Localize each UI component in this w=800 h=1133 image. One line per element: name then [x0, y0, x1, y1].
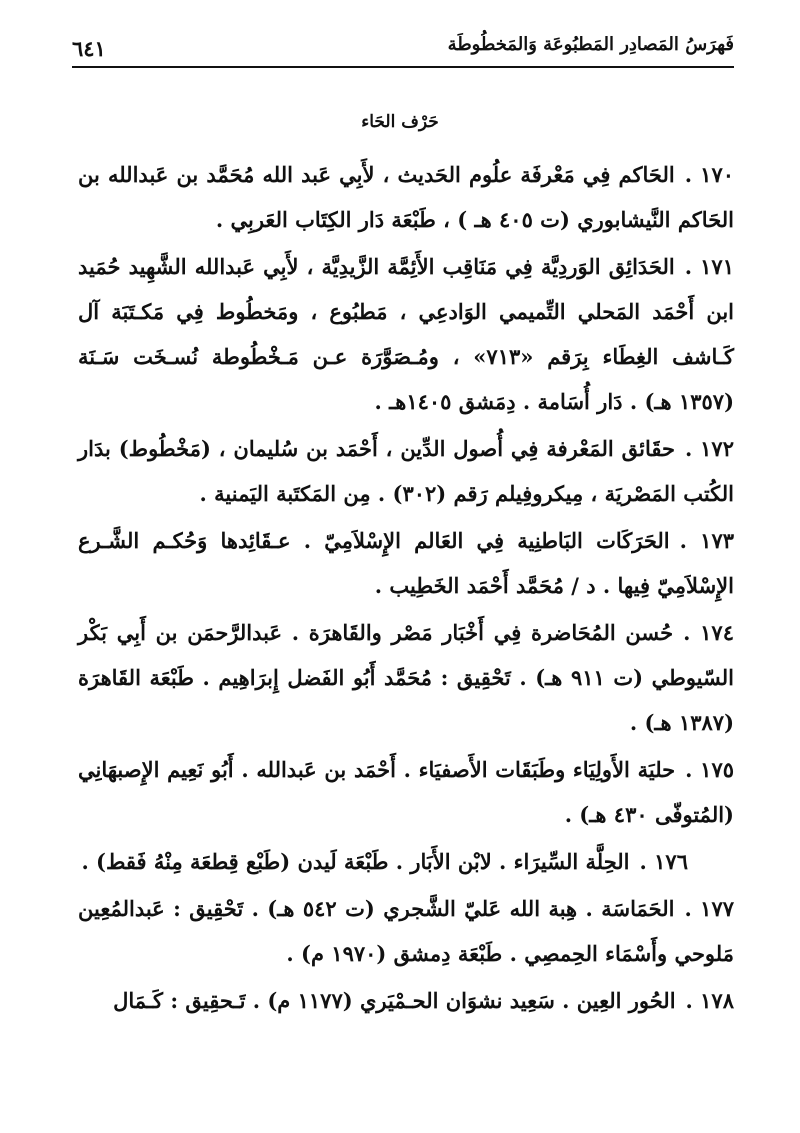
bibliography-entry [78, 839, 734, 884]
page-header [72, 30, 734, 70]
entry-number: ١٧٢ . [684, 436, 734, 461]
bibliography-entry [78, 518, 734, 608]
entry-text: حُسن المُحَاضرة فِي أَخْبَار مَصْر والقَاهرَة . عَبدالرَّحمَن بن أَبِي بَكْر السّيوطي (ت ٩١١ هـ) . تَحْقِيق : مُحَمَّد أَبُو الفَضل إِبرَاهِيم . طَبْعَة القَاهرَة (١٣٨٧ هـ) . [78, 620, 734, 735]
bibliography-entry [78, 426, 734, 516]
entry-number: ١٧٨ . [685, 988, 734, 1013]
header-rule [72, 66, 734, 68]
bibliography-entry [78, 978, 734, 1023]
entry-number: ١٧٣ . [679, 528, 735, 553]
entry-number: ١٧٠ . [684, 162, 735, 187]
entry-number: ١٧٧ . [684, 896, 735, 921]
entry-text: حليَة الأَولِيَاء وطَبَقَات الأَصفيَاء . أَحْمَد بن عَبدالله . أَبُو نَعِيم الإِصبهَانِي (المُتوفّى ٤٣٠ هـ) . [78, 757, 734, 827]
entry-number: ١٧٤ . [683, 620, 734, 645]
bibliography-entries [78, 152, 734, 1025]
entry-text: الحَرَكَات البَاطنِية فِي العَالم الإِسْلاَمِيّ . عـقَائِدها وَحُكـم الشَّـرع الإِسْلاَمِيّ فِيها . د / مُحَمَّد أَحْمَد الخَطِيب . [78, 528, 734, 598]
bibliography-entry [78, 747, 734, 837]
entry-number: ١٧٦ . [639, 849, 688, 874]
bibliography-entry [78, 152, 734, 242]
entry-text: الحُور العِين . سَعِيد نشوَان الحـمْيَري (١١٧٧ م) . تَـحقِيق : كَـمَال [113, 988, 676, 1013]
entry-number: ١٧٥ . [685, 757, 735, 782]
page-number: ٦٤١ [72, 36, 106, 61]
bibliography-entry [78, 886, 734, 976]
entry-number: ١٧١ . [684, 254, 734, 279]
entry-text: الحَاكم فِي مَعْرفَة علُوم الحَديث ، لأَبِي عَبد الله مُحَمَّد بن عَبدالله بن الحَاكم النَّيشابوري (ت ٤٠٥ هـ ) ، طَبْعَة دَار الكِتَاب العَربِي . [78, 162, 734, 232]
entry-text: الحِلَّة السِّيرَاء . لابْن الأَبَار . طَبْعَة لَيدن (طَبْع قِطعَة مِنْهُ فَقط) . [81, 849, 630, 874]
entry-text: الحَدَائِق الوَردِيَّة فِي مَنَاقِب الأَئِمَّة الزَّيدِيَّة ، لأَبِي عَبدالله الشَّهِيد حُمَيد ابن أَحْمَد المَحلي التِّميمي الوَادعِي ، مَطبُوع ، ومَخطُوط فِي مَكـتَبَة آل كَـاشف الغِطَاء بِرَقم «٧١٣» ، ومُـصَوَّرَة عـن مَـخْطُوطة نُسـخَت سَـنَة (١٣٥٧ هـ) . دَار أُسَامة . دِمَشق ١٤٠٥هـ . [78, 254, 734, 414]
bibliography-entry [78, 244, 734, 424]
entry-text: حقَائق المَعْرفة فِي أُصول الدِّين ، أَحْمَد بن سُليمان ، (مَخْطُوط) بدَار الكُتب المَصْريَة ، مِيكروفِيلم رَقم (٣٠٢) . مِن المَكتَبة اليَمنية . [78, 436, 734, 506]
entry-text: الحَمَاسَة . هِبة الله عَليّ الشَّجري (ت ٥٤٢ هـ) . تَحْقِيق : عَبدالمُعِين مَلوحي وأَسْمَاء الحِمصِي . طَبْعَة دِمشق (١٩٧٠ م) . [78, 896, 734, 966]
running-title: فَهرَسُ المَصادِر المَطبُوعَة وَالمَخطُوطَة [447, 34, 734, 55]
section-title: حَرْف الحَاء [361, 112, 439, 132]
bibliography-entry [78, 610, 734, 745]
